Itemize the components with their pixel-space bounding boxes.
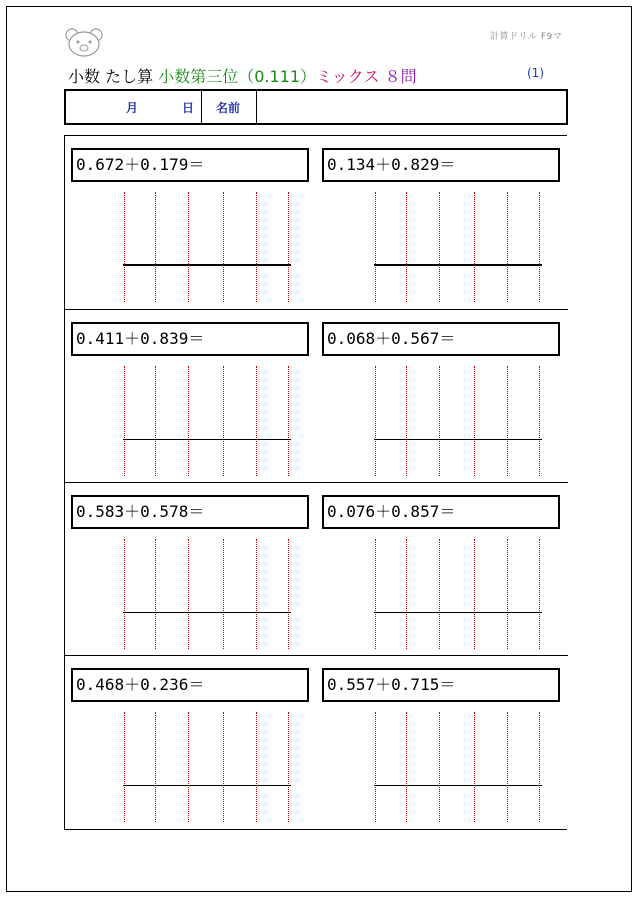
answer-line	[374, 264, 542, 266]
answer-line	[374, 439, 542, 440]
problem-expression: 0.411＋0.839＝	[71, 322, 309, 356]
digit-guide-line	[288, 539, 289, 649]
digit-guide-line	[474, 366, 475, 476]
name-box-divider	[201, 91, 202, 123]
problem-expression: 0.068＋0.567＝	[322, 322, 560, 356]
digit-guide-line	[256, 192, 257, 302]
name-box-divider	[256, 91, 257, 123]
row-separator	[65, 482, 568, 483]
work-area	[64, 135, 567, 830]
digit-guide-line	[288, 366, 289, 476]
answer-line	[374, 785, 542, 786]
problem-expression: 0.076＋0.857＝	[322, 495, 560, 529]
day-label: 日	[182, 101, 195, 115]
title-part-count: ８問	[384, 67, 417, 86]
title-part-level: 小数第三位（0.111）	[158, 67, 316, 86]
digit-guide-line	[288, 192, 289, 302]
source-label: 計算ドリル F9マ	[490, 32, 563, 42]
digit-guide-line	[375, 712, 376, 822]
name-box	[64, 89, 568, 125]
bear-logo-icon	[64, 26, 104, 58]
answer-line	[374, 612, 542, 613]
digit-guide-line	[256, 539, 257, 649]
digit-guide-line	[223, 712, 224, 822]
digit-guide-line	[375, 539, 376, 649]
digit-guide-line	[474, 192, 475, 302]
digit-guide-line	[406, 712, 407, 822]
digit-guide-line	[124, 712, 125, 822]
answer-line	[123, 785, 291, 786]
answer-line	[123, 264, 291, 266]
digit-guide-line	[223, 539, 224, 649]
digit-guide-line	[188, 712, 189, 822]
answer-line	[123, 612, 291, 613]
digit-guide-line	[256, 712, 257, 822]
digit-guide-line	[539, 366, 540, 476]
digit-guide-line	[507, 366, 508, 476]
digit-guide-line	[188, 192, 189, 302]
digit-guide-line	[124, 539, 125, 649]
digit-guide-line	[439, 539, 440, 649]
digit-guide-line	[474, 539, 475, 649]
digit-guide-line	[375, 366, 376, 476]
digit-guide-line	[375, 192, 376, 302]
problem-expression: 0.557＋0.715＝	[322, 668, 560, 702]
digit-guide-line	[439, 192, 440, 302]
title-part-mix: ミックス	[316, 67, 385, 86]
digit-guide-line	[539, 712, 540, 822]
digit-guide-line	[288, 712, 289, 822]
digit-guide-line	[474, 712, 475, 822]
name-label: 名前	[216, 101, 241, 115]
digit-guide-line	[124, 366, 125, 476]
problem-expression: 0.468＋0.236＝	[71, 668, 309, 702]
row-separator	[65, 655, 568, 656]
digit-guide-line	[539, 539, 540, 649]
digit-guide-line	[406, 539, 407, 649]
digit-guide-line	[507, 712, 508, 822]
digit-guide-line	[155, 712, 156, 822]
digit-guide-line	[124, 192, 125, 302]
answer-line	[123, 439, 291, 440]
worksheet-title	[68, 64, 417, 87]
digit-guide-line	[507, 192, 508, 302]
digit-guide-line	[155, 192, 156, 302]
month-label: 月	[126, 101, 139, 115]
problem-expression: 0.672＋0.179＝	[71, 148, 309, 182]
digit-guide-line	[406, 366, 407, 476]
problem-expression: 0.583＋0.578＝	[71, 495, 309, 529]
digit-guide-line	[223, 366, 224, 476]
digit-guide-line	[439, 366, 440, 476]
title-part-topic: 小数 たし算	[68, 67, 159, 86]
digit-guide-line	[507, 539, 508, 649]
digit-guide-line	[223, 192, 224, 302]
digit-guide-line	[188, 366, 189, 476]
problem-expression: 0.134＋0.829＝	[322, 148, 560, 182]
digit-guide-line	[539, 192, 540, 302]
digit-guide-line	[256, 366, 257, 476]
digit-guide-line	[155, 366, 156, 476]
digit-guide-line	[439, 712, 440, 822]
sheet-number: (1)	[527, 66, 544, 80]
digit-guide-line	[155, 539, 156, 649]
digit-guide-line	[406, 192, 407, 302]
digit-guide-line	[188, 539, 189, 649]
row-separator	[65, 309, 568, 310]
